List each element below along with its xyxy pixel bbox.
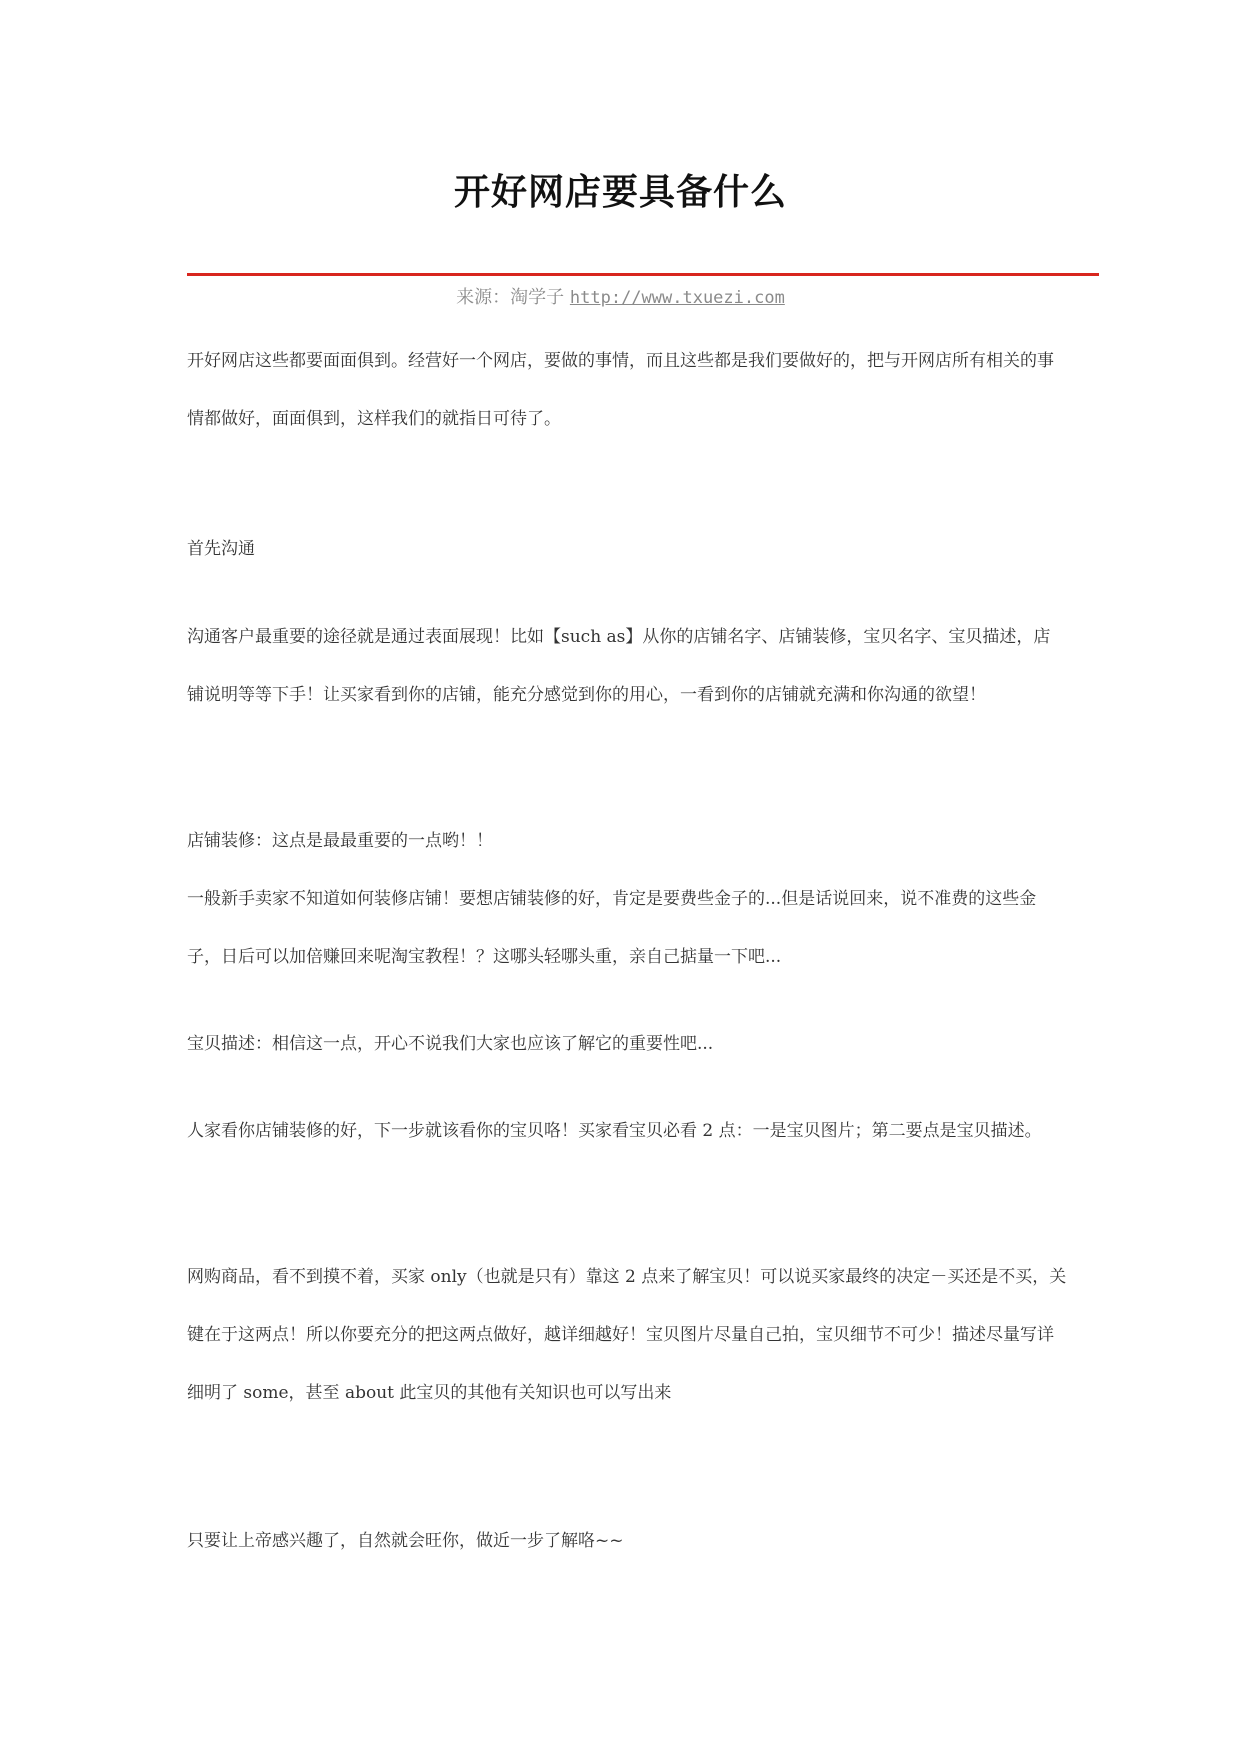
source-link[interactable]: http://www.txuezi.com	[569, 288, 785, 308]
decoration-heading: 店铺装修：这点是最最重要的一点哟！！	[187, 831, 493, 851]
section-heading-communication: 首先沟通	[187, 539, 255, 559]
key-points-paragraph: 人家看你店铺装修的好，下一步就该看你的宝贝咯！买家看宝贝必看 2 点：一是宝贝图片；第二要点是宝贝描述。	[187, 1121, 1042, 1141]
source-label: 来源：淘学子	[456, 287, 565, 308]
page-title: 开好网店要具备什么	[453, 171, 787, 213]
description-heading: 宝贝描述：相信这一点，开心不说我们大家也应该了解它的重要性吧...	[187, 1034, 714, 1054]
intro-paragraph: 开好网店这些都要面面俱到。经营好一个网店，要做的事情，而且这些都是我们要做好的，把与开网店所有相关的事情都做好，面面俱到，这样我们的就指日可待了。	[187, 351, 1054, 429]
communication-paragraph: 沟通客户最重要的途径就是通过表面展现！比如【such as】从你的店铺名字、店铺装修，宝贝名字、宝贝描述，店铺说明等等下手！让买家看到你的店铺，能充分感觉到你的用心，一看到你的店铺就充满和你沟通的欲望！	[187, 627, 1051, 705]
source-line	[0, 285, 1241, 311]
title-divider	[187, 273, 1099, 276]
closing-paragraph: 只要让上帝感兴趣了，自然就会旺你，做近一步了解咯~~	[187, 1531, 624, 1551]
online-shopping-paragraph: 网购商品，看不到摸不着，买家 only（也就是只有）靠这 2 点来了解宝贝！可以说买家最终的决定－买还是不买，关键在于这两点！所以你要充分的把这两点做好，越详细越好！宝贝图片尽量自己拍，宝贝细节不可少！描述尽量写详细明了 some，甚至 about 此宝贝的其他有关知识也可以写出来	[187, 1267, 1067, 1403]
decoration-paragraph: 一般新手卖家不知道如何装修店铺！要想店铺装修的好，肯定是要费些金子的...但是话说回来，说不准费的这些金子，日后可以加倍赚回来呢淘宝教程！？这哪头轻哪头重，亲自己掂量一下吧...	[187, 889, 1037, 967]
